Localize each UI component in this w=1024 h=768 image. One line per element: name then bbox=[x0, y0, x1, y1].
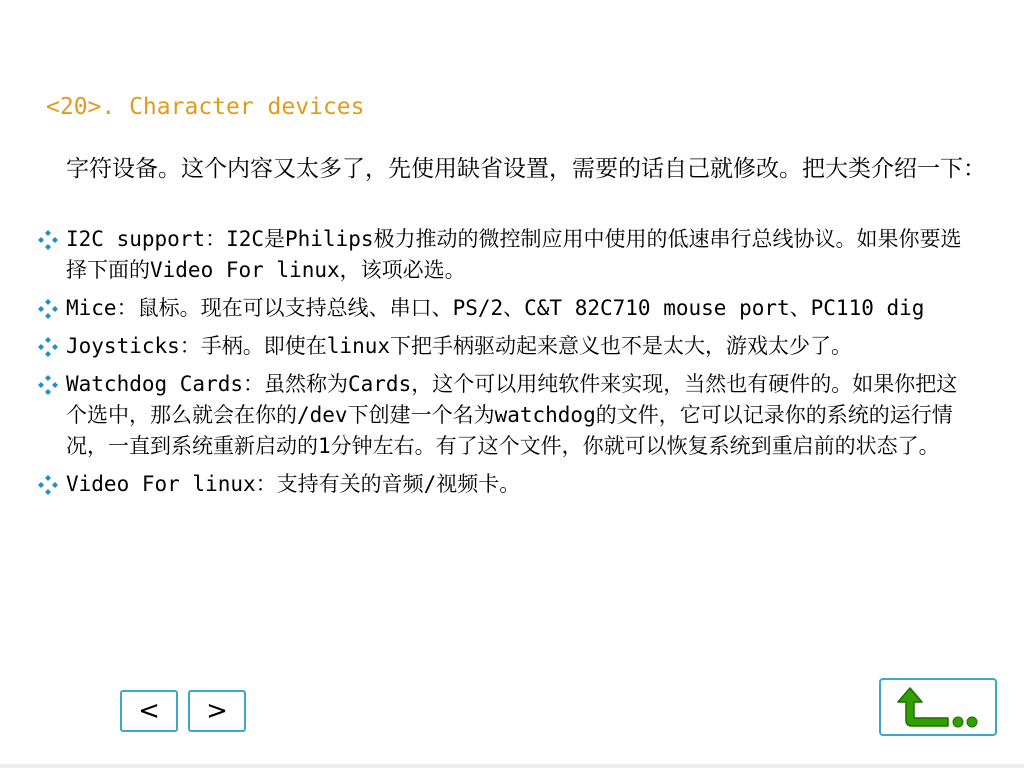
slide-title: <20>. Character devices bbox=[46, 94, 365, 120]
previous-slide-button[interactable]: < bbox=[120, 690, 178, 732]
bullet-text: I2C support：I2C是Philips极力推动的微控制应用中使用的低速串行总线协议。如果你要选择下面的Video For linux，该项必选。 bbox=[66, 227, 962, 282]
bullet-text: Watchdog Cards：虽然称为Cards，这个可以用纯软件来实现，当然也有硬件的。如果你把这个选中，那么就会在你的/dev下创建一个名为watchdog的文件，它可以记录你的系统的运行情况，一直到系统重新启动的1分钟左右。有了这个文件，你就可以恢复系统到重启前的状态了。 bbox=[66, 372, 958, 458]
bullet-text: Joysticks：手柄。即使在linux下把手柄驱动起来意义也不是太大，游戏太少了。 bbox=[66, 334, 853, 358]
bullet-text: Mice：鼠标。现在可以支持总线、串口、PS/2、C&T 82C710 mouse port、PC110 dig bbox=[66, 296, 925, 320]
bullet-list bbox=[36, 224, 966, 507]
list-item bbox=[36, 369, 966, 462]
intro-paragraph: 字符设备。这个内容又太多了，先使用缺省设置，需要的话自己就修改。把大类介绍一下： bbox=[66, 156, 986, 182]
list-item bbox=[36, 293, 966, 324]
diamond-bullet-icon bbox=[38, 337, 58, 357]
footer-divider bbox=[0, 764, 1024, 768]
diamond-bullet-icon bbox=[38, 230, 58, 250]
next-slide-button[interactable]: > bbox=[188, 690, 246, 732]
list-item bbox=[36, 331, 966, 362]
bullet-text: Video For linux：支持有关的音频/视频卡。 bbox=[66, 472, 521, 496]
diamond-bullet-icon bbox=[38, 375, 58, 395]
diamond-bullet-icon bbox=[38, 299, 58, 319]
return-arrow-icon bbox=[896, 684, 980, 730]
return-button[interactable] bbox=[879, 678, 997, 736]
list-item bbox=[36, 469, 966, 500]
list-item bbox=[36, 224, 966, 286]
diamond-bullet-icon bbox=[38, 475, 58, 495]
